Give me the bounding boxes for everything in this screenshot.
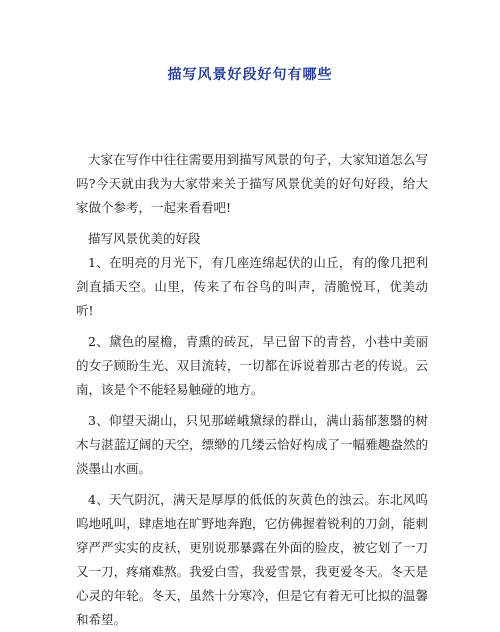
intro-paragraph: 大家在写作中往往需要用到描写风景的句子，大家知道怎么写吗?今天就由我为大家带来关于描写风景优美的好句好段，给大家做个参考，一起来看看吧! <box>76 152 428 215</box>
paragraph-4: 4、天气阴沉，满天是厚厚的低低的灰黄色的浊云。东北风呜呜地吼叫，肆虐地在旷野地奔跑，它仿佛握着锐利的刀剑，能刺穿严严实实的皮袄，更别说那暴露在外面的脸皮，被它划了一刀又一刀，疼痛难熬。我爱白雪，我爱雪景，我更爱冬天。冬天是心灵的年轮。冬天，虽然十分寒冷，但是它有着无可比拟的温馨和希望。 <box>76 492 428 627</box>
document-title: 描写风景好段好句有哪些 <box>167 67 333 83</box>
paragraph-1: 1、在明亮的月光下，有几座连绵起伏的山丘，有的像几把利剑直插天空。山里，传来了布谷鸟的叫声，清脆悦耳，优美动听! <box>76 255 428 318</box>
paragraph-2: 2、黛色的屋檐，青熏的砖瓦，早已留下的青苔，小巷中美丽的女子顾盼生光、双目流转，一切都在诉说着那古老的传说。云南，该是个不能轻易触碰的地方。 <box>76 334 428 397</box>
section-subheading: 描写风景优美的好段 <box>88 231 201 246</box>
document-body <box>76 148 428 632</box>
paragraph-3: 3、仰望天湖山，只见那嵯峨黛绿的群山，满山蓊郁葱翳的树木与湛蓝辽阔的天空，缥缈的几缕云恰好构成了一幅雅趣盎然的淡墨山水画。 <box>76 413 428 476</box>
